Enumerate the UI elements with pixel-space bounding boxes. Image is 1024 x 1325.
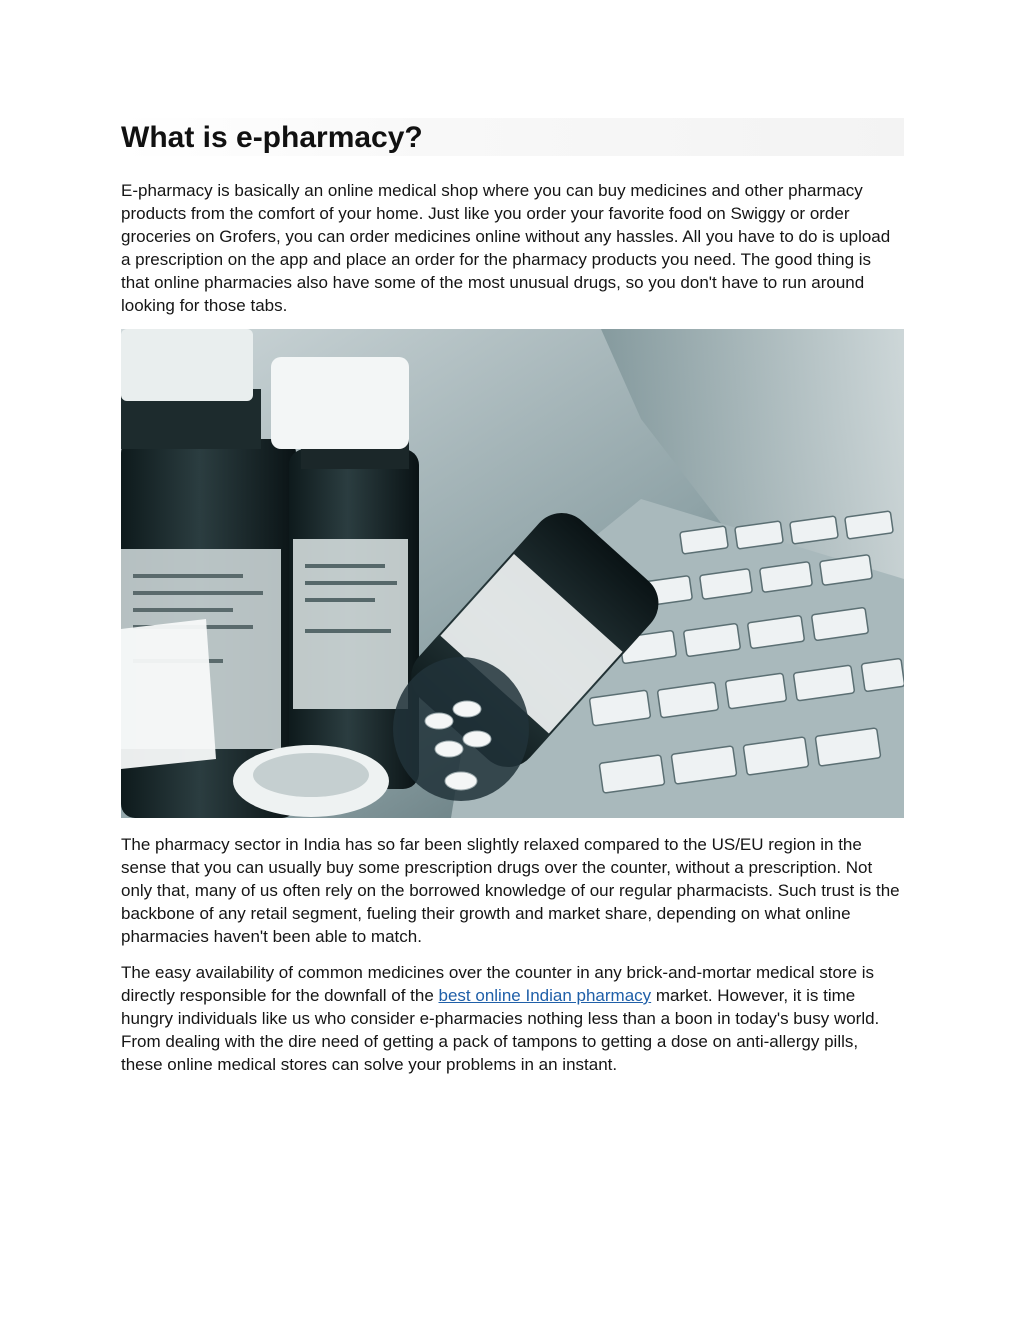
pharmacy-bottles-keyboard-photo <box>121 329 904 818</box>
availability-paragraph-end: market. However, it is time hungry individuals like us who consider e-pharmacies nothing less than a boon in today's busy world. From dealing with the dire need of getting a pack of tampons to getting a dose on anti-allergy pills, these online medical stores can solve your problems in an instant. <box>121 986 880 1074</box>
best-online-indian-pharmacy-link[interactable]: best online Indian pharmacy <box>438 986 652 1005</box>
availability-paragraph <box>121 961 904 1076</box>
intro-paragraph: E-pharmacy is basically an online medical shop where you can buy medicines and other pharmacy products from the comfort of your home. Just like you order your favorite food on Swiggy or order groceries on Grofers, you can order medicines online without any hassles. All you have to do is upload a prescription on the app and place an order for the pharmacy products you need. The good thing is that online pharmacies also have some of the most unusual drugs, so you don't have to run around looking for those tabs. <box>121 181 891 315</box>
page-title: What is e-pharmacy? <box>121 121 423 154</box>
sector-paragraph: The pharmacy sector in India has so far been slightly relaxed compared to the US/EU region in the sense that you can usually buy some prescription drugs over the counter, without a prescription. Not only that, many of us often rely on the borrowed knowledge of our regular pharmacists. Such trust is the backbone of any retail segment, fueling their growth and market share, depending on what online pharmacies haven't been able to match. <box>121 835 900 946</box>
availability-paragraph-start: The easy availability of common medicines over the counter in any brick-and-mortar medical store is directly responsible for the downfall of the <box>121 963 875 1005</box>
